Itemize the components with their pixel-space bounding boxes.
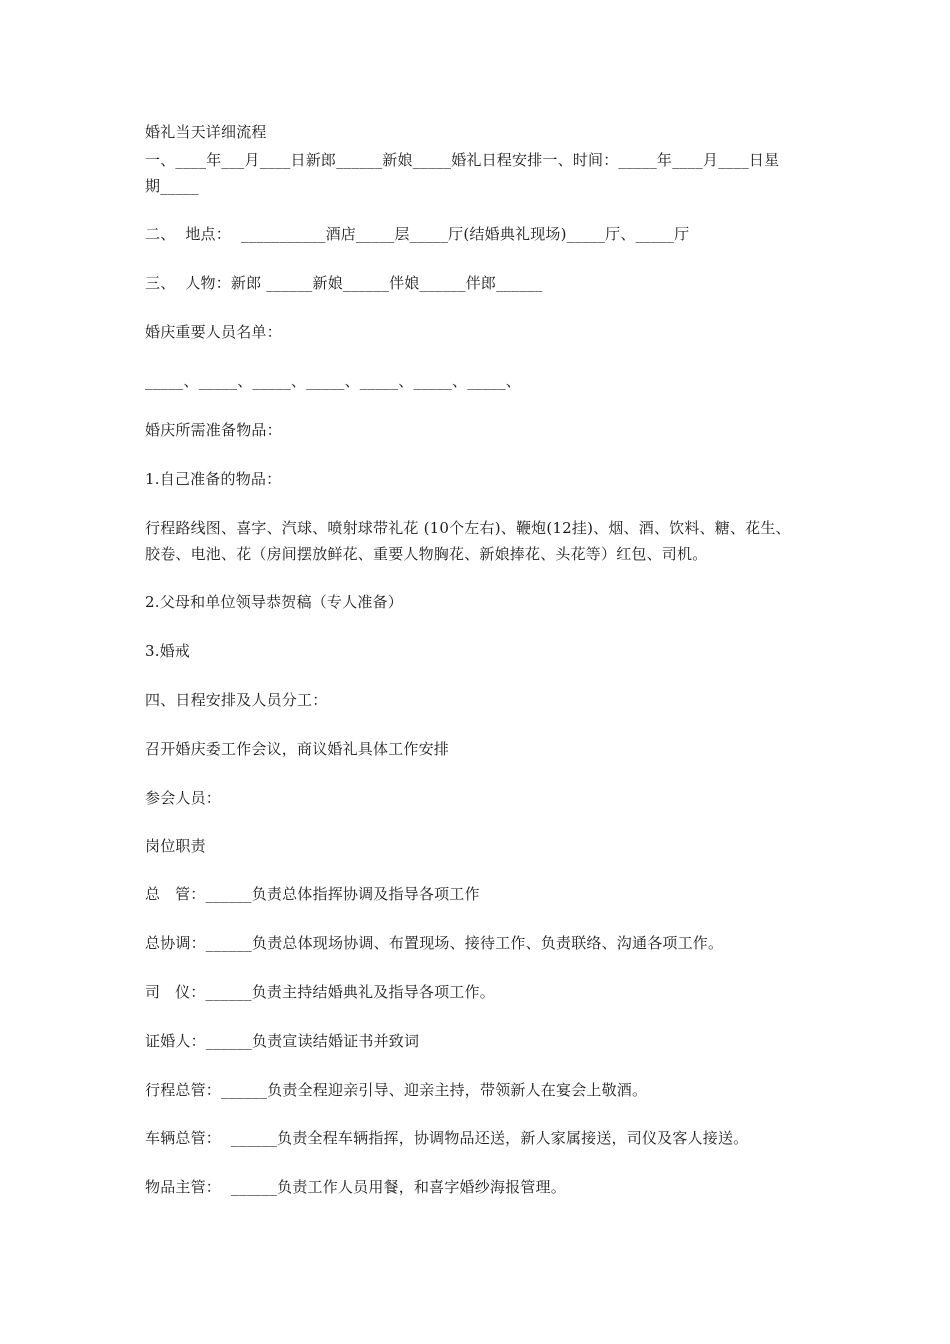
items-list-line-1: 行程路线图、喜字、汽球、喷射球带礼花 (10个左右)、鞭炮(12挂)、烟、酒、饮料、糖、花生、 <box>145 519 791 537</box>
items-heading: 婚庆所需准备物品： <box>145 421 282 439</box>
duty-witness: 证婚人：______负责宣读结婚证书并致词 <box>145 1032 420 1050</box>
duty-vehicle-manager: 车辆总管： ______负责全程车辆指挥，协调物品还送，新人家属接送，司仪及客人接送。 <box>145 1129 749 1147</box>
items-self-prepared-heading: 1.自己准备的物品： <box>145 470 282 488</box>
schedule-staff-heading: 四、日程安排及人员分工： <box>145 691 328 709</box>
duty-general-manager: 总 管：______负责总体指挥协调及指导各项工作 <box>145 885 480 903</box>
duty-emcee: 司 仪：______负责主持结婚典礼及指导各项工作。 <box>145 983 495 1001</box>
items-list-line-2: 胶卷、电池、花（房间摆放鲜花、重要人物胸花、新娘捧花、头花等）红包、司机。 <box>145 545 708 563</box>
document-title: 婚礼当天详细流程 <box>145 123 267 141</box>
ring-item: 3.婚戒 <box>145 642 191 660</box>
key-staff-heading: 婚庆重要人员名单： <box>145 323 282 341</box>
duty-supplies-manager: 物品主管： ______负责工作人员用餐，和喜字婚纱海报管理。 <box>145 1178 566 1196</box>
duty-itinerary-manager: 行程总管：______负责全程迎亲引导、迎亲主持，带领新人在宴会上敬酒。 <box>145 1081 648 1099</box>
attendees-line: 参会人员： <box>145 789 222 807</box>
key-staff-blanks: _____、_____、_____、_____、_____、_____、_____、 <box>145 372 521 390</box>
location-line: 二、 地点： ___________酒店_____层_____厅(结婚典礼现场)_____厅、_____厅 <box>145 225 690 243</box>
duties-heading: 岗位职责 <box>145 837 206 855</box>
meeting-line: 召开婚庆委工作会议，商议婚礼具体工作安排 <box>145 740 450 758</box>
schedule-line-weekday: 期_____ <box>145 177 199 195</box>
speech-draft-item: 2.父母和单位领导恭贺稿（专人准备） <box>145 593 403 611</box>
duty-coordinator: 总协调：______负责总体现场协调、布置现场、接待工作、负责联络、沟通各项工作。 <box>145 934 724 952</box>
people-line: 三、 人物：新郎 ______新娘______伴娘______伴郎______ <box>145 274 543 292</box>
schedule-line-date: 一、____年___月____日新郎______新娘_____婚礼日程安排一、时间：_____年____月____日星 <box>145 151 780 169</box>
